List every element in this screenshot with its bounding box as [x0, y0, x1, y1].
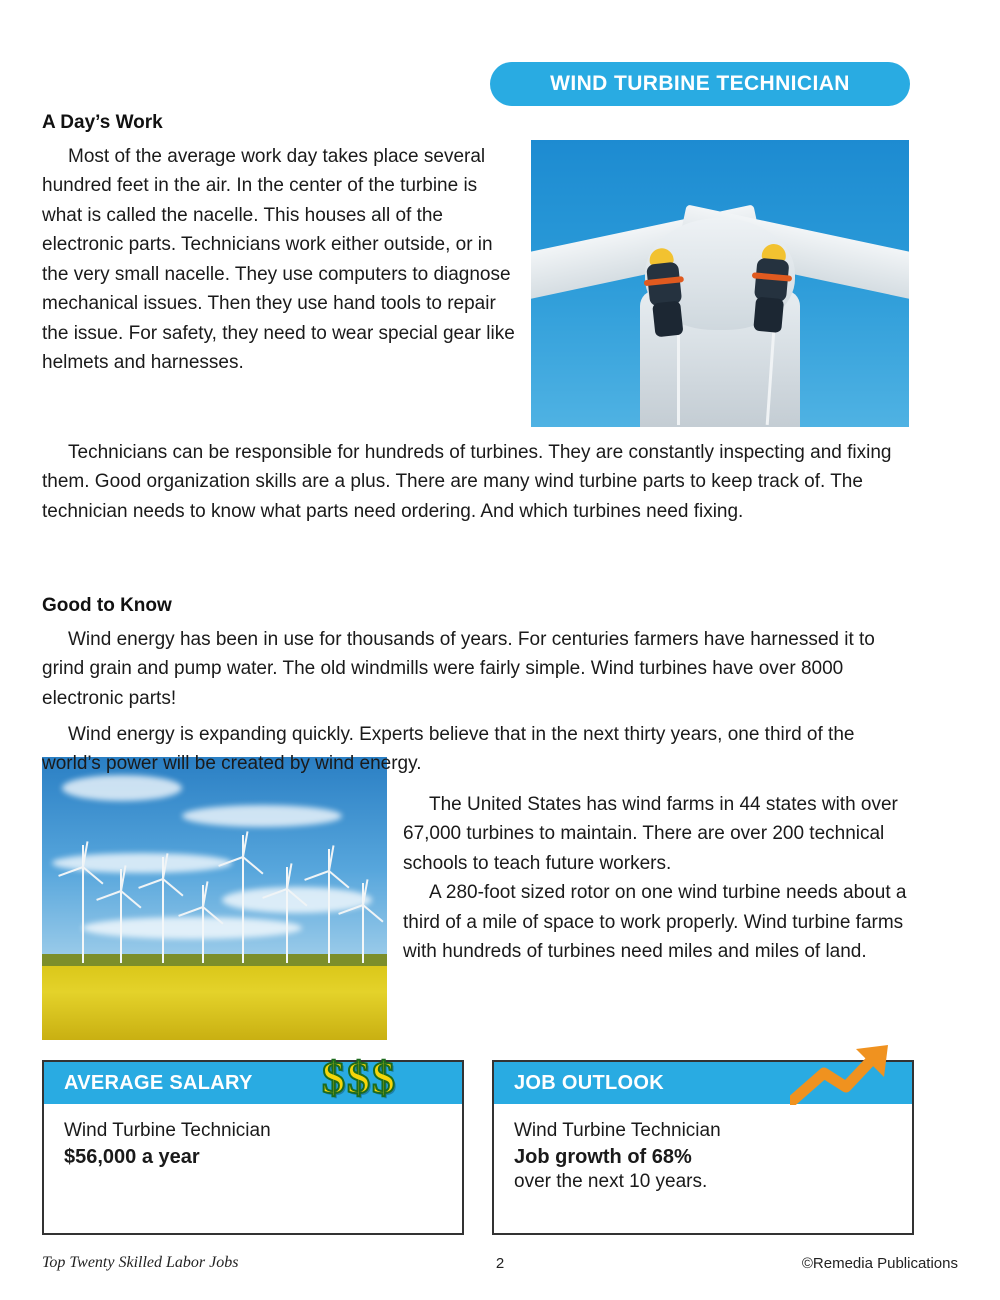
section-days-work	[42, 112, 517, 378]
salary-amount: $56,000 a year	[64, 1146, 200, 1168]
cloud	[52, 853, 232, 873]
right-column-text	[403, 790, 913, 967]
salary-bar-label: AVERAGE SALARY	[64, 1071, 253, 1094]
dollar-signs-icon: $ $ $	[322, 1051, 395, 1103]
wind-turbine	[162, 857, 164, 963]
outlook-period: over the next 10 years.	[514, 1171, 708, 1192]
salary-job-title: Wind Turbine Technician	[64, 1120, 271, 1141]
outlook-job-title: Wind Turbine Technician	[514, 1120, 721, 1141]
cloud	[82, 917, 302, 939]
wind-turbine	[286, 867, 288, 963]
page-footer	[42, 1254, 958, 1272]
paragraph: The United States has wind farms in 44 states with over 67,000 turbines to maintain. There are over 200 technical schools to teach future workers.	[403, 794, 898, 874]
paragraph: Technicians can be responsible for hundreds of turbines. They are constantly inspecting and fixing them. Good organization skills are a plus. There are many wind turbine parts to keep track of. The technician needs to know what parts need ordering. And which turbines need fixing.	[42, 442, 892, 522]
paragraph: Wind energy is expanding quickly. Experts believe that in the next thirty years, one third of the world’s power will be created by wind energy.	[42, 724, 855, 775]
canola-field	[42, 960, 387, 1040]
average-salary-box	[42, 1060, 464, 1235]
windfarm-photo	[42, 757, 387, 1040]
wind-turbine	[362, 883, 364, 963]
outlook-bar-label: JOB OUTLOOK	[514, 1071, 664, 1094]
section-heading: A Day’s Work	[42, 112, 163, 133]
section-heading: Good to Know	[42, 595, 172, 616]
salary-bar	[44, 1062, 462, 1104]
header-banner	[490, 62, 910, 106]
outlook-body	[494, 1104, 912, 1207]
cloud	[62, 775, 182, 801]
cloud	[182, 805, 342, 827]
paragraph: A 280-foot sized rotor on one wind turbine needs about a third of a mile of space to work properly. Wind turbine farms with hundreds of turbines need miles and miles of land.	[403, 882, 907, 963]
page-title: WIND TURBINE TECHNICIAN	[550, 72, 850, 95]
outlook-growth: Job growth of 68%	[514, 1146, 692, 1168]
technician-figure	[745, 242, 798, 334]
technician-figure	[639, 246, 694, 338]
wind-turbine	[328, 849, 330, 963]
technician-legs	[753, 297, 784, 333]
section-days-work-cont	[42, 438, 914, 526]
paragraph-wind-expanding	[42, 720, 914, 779]
salary-body	[44, 1104, 462, 1183]
footer-book-title: Top Twenty Skilled Labor Jobs	[42, 1254, 239, 1271]
footer-copyright: ©Remedia Publications	[801, 1254, 958, 1272]
paragraph: Most of the average work day takes place several hundred feet in the air. In the center of the turbine is what is called the nacelle. This houses all of the electronic parts. Technicians work either outside, or in the very small nacelle. They use computers to diagnose mechanical issues. Then they use hand tools to repair the issue. For safety, they need to wear special gear like helmets and harnesses.	[42, 146, 515, 374]
wind-turbine	[82, 845, 84, 963]
paragraph: Wind energy has been in use for thousands of years. For centuries farmers have harnessed it to grind grain and pump water. The old windmills were fairly simple. Wind turbines have over 8000 electronic parts!	[42, 629, 875, 709]
footer-page-number: 2	[495, 1254, 505, 1272]
wind-turbine	[202, 885, 204, 963]
technicians-photo	[531, 140, 909, 427]
safety-rope	[677, 330, 680, 425]
upward-arrow-icon	[790, 1043, 900, 1105]
wind-turbine	[242, 835, 244, 963]
wind-turbine	[120, 869, 122, 963]
photo-sky	[42, 757, 387, 962]
section-good-to-know	[42, 595, 914, 713]
technician-legs	[652, 301, 683, 338]
